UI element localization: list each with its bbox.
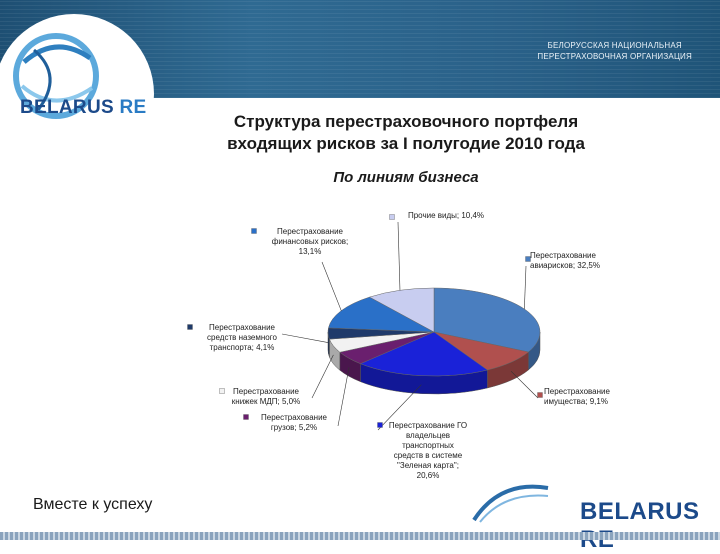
- leader-line-3: [338, 367, 349, 426]
- slice-label-3-line-0: Перестрахование: [261, 413, 327, 422]
- slice-label-6-line-1: финансовых рисков;: [271, 237, 349, 246]
- slice-label-6-line-0: Перестрахование: [277, 227, 343, 236]
- slice-label-1-line-1: имущества; 9,1%: [544, 397, 608, 406]
- slice-label-4-line-0: Перестрахование: [233, 387, 299, 396]
- chart-title-line1: Структура перестраховочного портфеля: [233, 112, 579, 131]
- slice-label-1: [544, 387, 611, 406]
- legend-marker-5: [188, 325, 193, 330]
- chart-subtitle: По линиям бизнеса: [333, 169, 479, 186]
- slice-label-3: [261, 413, 328, 432]
- legend-marker-2: [378, 423, 383, 428]
- slice-label-2: [389, 421, 467, 480]
- slice-label-5-line-1: средств наземного: [207, 333, 277, 342]
- slice-label-5-line-0: Перестрахование: [209, 323, 275, 332]
- leader-line-6: [322, 262, 341, 311]
- slice-label-3-line-1: грузов; 5,2%: [270, 423, 318, 432]
- legend-marker-4: [220, 389, 225, 394]
- slice-label-5: [207, 323, 277, 352]
- slice-label-1-line-0: Перестрахование: [544, 387, 610, 396]
- footer-swoosh-icon: [470, 480, 550, 524]
- slice-label-6: [272, 227, 349, 256]
- slice-label-2-line-2: транспортных: [402, 441, 454, 450]
- slice-label-6-line-2: 13,1%: [298, 247, 322, 256]
- footer-logo: [580, 498, 720, 554]
- footer-slogan: Вместе к успеху: [33, 496, 153, 513]
- leader-line-7: [398, 222, 400, 290]
- slice-label-7: [408, 211, 484, 220]
- slice-label-4-line-1: книжек МДП; 5,0%: [231, 397, 301, 406]
- pie-top-layer: [328, 288, 540, 376]
- footer-stripe: [0, 532, 720, 540]
- slice-label-0: [530, 251, 600, 270]
- slice-label-2-line-3: средств в системе: [393, 451, 463, 460]
- slice-label-2-line-4: "Зеленая карта";: [397, 461, 459, 470]
- org-name-line1: БЕЛОРУССКАЯ НАЦИОНАЛЬНАЯ: [547, 41, 682, 50]
- leader-line-5: [282, 334, 328, 343]
- leader-line-0: [524, 266, 526, 309]
- brand-logo-main: BELARUS: [20, 97, 114, 118]
- slice-label-5-line-2: транспорта; 4,1%: [209, 343, 275, 352]
- legend-marker-3: [244, 415, 249, 420]
- legend-marker-6: [252, 229, 257, 234]
- slice-label-2-line-0: Перестрахование ГО: [388, 421, 468, 430]
- footer-logo-main: BELARUS: [580, 498, 700, 525]
- legend-marker-7: [390, 215, 395, 220]
- slice-label-2-line-1: владельцев: [405, 431, 451, 440]
- leader-line-1: [511, 371, 538, 398]
- chart-title-line2: входящих рисков за I полугодие 2010 года: [227, 134, 585, 153]
- brand-logo-re: RE: [119, 97, 147, 118]
- legend-marker-1: [538, 393, 543, 398]
- slice-label-0-line-0: Перестрахование: [530, 251, 596, 260]
- leader-line-4: [312, 355, 333, 398]
- slice-label-0-line-1: авиарисков; 32,5%: [530, 261, 600, 270]
- org-name-line2: ПЕРЕСТРАХОВОЧНАЯ ОРГАНИЗАЦИЯ: [537, 52, 692, 61]
- slice-label-7-line-0: Прочие виды; 10,4%: [407, 211, 485, 220]
- slice-label-4: [232, 387, 300, 406]
- slice-label-2-line-5: 20,6%: [416, 471, 440, 480]
